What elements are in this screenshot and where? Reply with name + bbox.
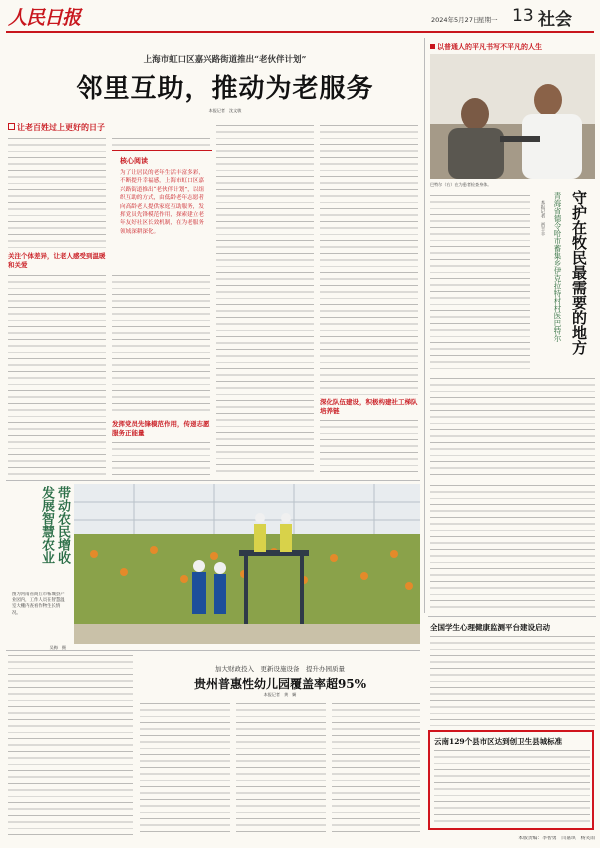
page-editors: 本版责编：李智勇 闫嘉琪 杨笑雨 [518, 836, 595, 841]
page-number: 13 [512, 6, 534, 26]
lead-text-col1 [8, 138, 106, 248]
brief-rule [428, 616, 596, 617]
brief1-headline: 全国学生心理健康监测平台建设启动 [430, 623, 550, 632]
side-byline: 本报记者 贾丰丰 [540, 200, 545, 236]
brief2-text [434, 750, 590, 826]
brief1-text [430, 636, 595, 726]
bottom-headline: 贵州普惠性幼儿园覆盖率超95% [193, 677, 367, 691]
brief2-headline: 云南129个县市区达到创卫生县城标准 [434, 737, 563, 746]
bottom-kicker: 加大财政投入 更新设施设备 提升办园质量 [215, 665, 345, 673]
issue-weekday: 星期一 [478, 16, 498, 24]
lead-byline: 本报记者 沈文敏 [208, 108, 242, 113]
greenhouse-photo [74, 484, 420, 644]
masthead-rule [6, 31, 594, 33]
photo-story-caption: 图为河南省商丘市柘城县产业园内，工作人员在智慧温室大棚内查看作物生长情况。 [12, 592, 65, 616]
village-doctor-photo [430, 54, 595, 179]
masthead [0, 0, 600, 34]
lead-headline: 邻里互助，推动为老服务 [76, 74, 374, 104]
lead-text-col2b [112, 275, 210, 415]
side-text-mid [430, 378, 595, 478]
lead-text-col2 [112, 138, 210, 148]
issue-date: 2024年5月27日 [431, 16, 480, 24]
section-name: 社会 [538, 10, 572, 30]
lead-subhead: 让老百姓过上更好的日子 [8, 122, 158, 133]
lower-text-left [8, 655, 133, 835]
lead-text-col2c [112, 442, 210, 475]
core-reading-text: 为了让居民的老年生活丰富多彩，不断提升幸福感，上海市虹口区嘉兴路街道推出“老伙伴计划”，以组织互助的方式，由低龄老年志愿者向高龄老人提供家庭互助服务，发挥党员先锋模范作用，探索建立老年友好社区长效机制，在为老服务领域深耕深化。 [120, 170, 205, 235]
bottom-text-col2 [236, 703, 326, 835]
photo-story-credit: 吴梅 摄 [49, 645, 66, 650]
bottom-byline: 本报记者 黄 娴 [263, 692, 297, 697]
side-headline: 守护在牧民最需要的地方 [570, 190, 588, 355]
side-text-bottom [430, 485, 595, 610]
lead-pull-quote-2: 发挥党员先锋模范作用，传递志愿服务正能量 [112, 420, 210, 437]
lead-text-col3 [216, 125, 314, 475]
photo-story-top-rule [6, 480, 420, 481]
lead-text-col4 [320, 125, 418, 395]
photo-story-title: 带动农民增收 发展智慧农业 [39, 486, 70, 577]
core-reading-box [112, 150, 212, 271]
yunnan-brief-box [428, 730, 594, 830]
side-kicker: 以普通人的平凡书写不平凡的人生 [430, 42, 595, 52]
lead-text-col1b [8, 275, 106, 475]
side-photo-caption: 巴特尔（右）在为患者检查身体。 [430, 182, 492, 187]
lead-pull-quote-3: 深化队伍建设，积极构建社工梯队培养链 [320, 398, 418, 415]
side-text-top [430, 195, 530, 370]
bottom-text-col1 [140, 703, 230, 835]
bottom-text-col3 [332, 703, 420, 835]
lead-text-col4b [320, 420, 418, 475]
lead-kicker: 上海市虹口区嘉兴路街道推出“老伙伴计划” [143, 55, 307, 65]
newspaper-logo: 人民日报 [8, 7, 81, 29]
kicker-square-icon [430, 44, 435, 49]
lead-pull-quote-1: 关注个体差异，让老人感受到温暖和关爱 [8, 252, 106, 269]
lower-rule [6, 650, 420, 651]
column-divider [424, 38, 425, 613]
core-reading-title: 核心阅读 [120, 156, 148, 165]
side-subtitle: 青海省德令哈市蓄集乡伊克拉特村村医巴特尔 [553, 192, 562, 342]
subhead-square-icon [8, 123, 15, 130]
